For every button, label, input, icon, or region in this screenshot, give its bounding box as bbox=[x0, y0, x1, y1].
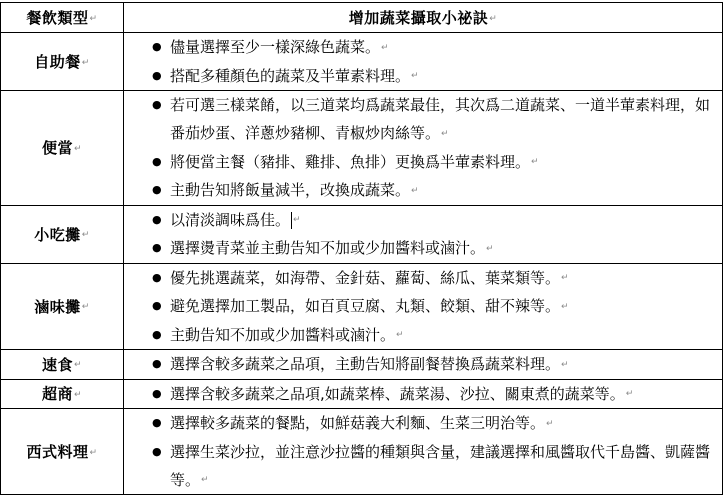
tip-item bbox=[124, 438, 722, 495]
bullet-icon: ● bbox=[152, 154, 162, 168]
paragraph-mark: ↵ bbox=[381, 42, 389, 53]
tip-text: 主動告知不加或少加醬料或滷汁。 bbox=[170, 325, 396, 344]
paragraph-mark: ↵ bbox=[411, 185, 419, 196]
category-cell bbox=[1, 205, 124, 263]
tip-item bbox=[124, 321, 722, 350]
paragraph-mark: ↵ bbox=[561, 273, 569, 283]
tip-text: 主動告知將飯量減半，改換成蔬菜。 bbox=[170, 181, 411, 199]
tips-cell bbox=[124, 205, 723, 263]
bullet-icon: ● bbox=[152, 183, 162, 196]
tips-list bbox=[124, 409, 722, 494]
bullet-icon: ● bbox=[152, 212, 162, 226]
tips-cell bbox=[124, 263, 723, 350]
tip-text: 將便當主餐（豬排、雞排、魚排）更換爲半葷素料理。 bbox=[170, 152, 531, 171]
bullet-icon: ● bbox=[152, 299, 162, 312]
tips-list bbox=[124, 91, 722, 205]
tip-item bbox=[124, 148, 722, 177]
tips-cell bbox=[124, 350, 723, 380]
table-row bbox=[1, 350, 723, 380]
category-cell bbox=[1, 91, 124, 206]
paragraph-mark: ↵ bbox=[293, 215, 301, 225]
tips-cell bbox=[124, 379, 723, 409]
bullet-icon: ● bbox=[152, 98, 162, 111]
table-row bbox=[1, 205, 723, 263]
paragraph-mark: ↵ bbox=[441, 128, 449, 139]
category-label: 自助餐 bbox=[34, 53, 81, 71]
paragraph-mark: ↵ bbox=[546, 418, 554, 429]
table-row bbox=[1, 379, 723, 409]
category-label: 西式料理 bbox=[26, 443, 89, 461]
bullet-icon: ● bbox=[152, 416, 162, 429]
category-label: 超商 bbox=[41, 385, 73, 404]
tips-list bbox=[124, 33, 722, 90]
table-row bbox=[1, 263, 723, 350]
tips-cell bbox=[124, 33, 723, 91]
tip-item bbox=[124, 234, 722, 263]
tip-item bbox=[124, 176, 722, 205]
bullet-icon: ● bbox=[152, 357, 162, 370]
header-row bbox=[1, 3, 723, 33]
bullet-icon: ● bbox=[152, 270, 162, 284]
paragraph-mark: ↵ bbox=[411, 71, 419, 81]
tips-list bbox=[124, 380, 722, 409]
header-category-label: 餐飲類型 bbox=[26, 9, 89, 27]
paragraph-mark: ↵ bbox=[73, 389, 83, 400]
tip-item bbox=[124, 91, 722, 148]
tips-list bbox=[124, 350, 722, 379]
bullet-icon: ● bbox=[152, 40, 162, 53]
category-cell bbox=[1, 409, 124, 495]
tip-text: 選擇含較多蔬菜之品項,如蔬菜棒、蔬菜湯、沙拉、關東煮的蔬菜等。 bbox=[170, 384, 625, 403]
tip-text: 選擇較多蔬菜的餐點，如鮮菇義大利麵、生菜三明治等。 bbox=[170, 414, 546, 432]
table-body bbox=[1, 33, 723, 495]
tip-text: 選擇含較多蔬菜之品項，主動告知將副餐替換爲蔬菜料理。 bbox=[170, 355, 561, 373]
category-label: 小吃攤 bbox=[34, 225, 81, 244]
paragraph-mark: ↵ bbox=[73, 360, 83, 371]
paragraph-mark: ↵ bbox=[396, 330, 404, 340]
header-tips-label: 增加蔬菜攝取小祕訣 bbox=[348, 9, 489, 27]
category-label: 便當 bbox=[41, 139, 73, 158]
paragraph-mark: ↵ bbox=[531, 157, 539, 167]
text-cursor bbox=[291, 212, 292, 229]
tip-text: 儘量選擇至少一樣深綠色蔬菜。 bbox=[170, 38, 381, 56]
header-category-cell bbox=[1, 3, 124, 33]
paragraph-mark: ↵ bbox=[561, 301, 569, 312]
tip-text: 避免選擇加工製品，如百頁豆腐、丸類、餃類、甜不辣等。 bbox=[170, 297, 561, 315]
paragraph-mark: ↵ bbox=[489, 13, 498, 24]
tips-cell bbox=[124, 91, 723, 206]
tip-text: 搭配多種顏色的蔬菜及半葷素料理。 bbox=[170, 66, 411, 85]
bullet-icon: ● bbox=[152, 327, 162, 341]
paragraph-mark: ↵ bbox=[625, 389, 634, 399]
category-cell bbox=[1, 379, 124, 409]
tip-item bbox=[124, 292, 722, 321]
paragraph-mark: ↵ bbox=[81, 302, 90, 313]
tip-item bbox=[124, 33, 722, 62]
paragraph-mark: ↵ bbox=[73, 143, 83, 154]
table-row bbox=[1, 409, 723, 495]
paragraph-mark: ↵ bbox=[561, 359, 569, 370]
tips-list bbox=[124, 206, 722, 263]
tips-cell bbox=[124, 409, 723, 495]
bullet-icon: ● bbox=[152, 68, 162, 82]
tip-text: 選擇生菜沙拉，並注意沙拉醬的種類與含量，建議選擇和風醬取代千島醬、凱薩醬等。 bbox=[170, 442, 711, 489]
tip-text: 以清淡調味爲佳。 bbox=[170, 210, 291, 229]
tip-item bbox=[124, 409, 722, 438]
tips-list bbox=[124, 264, 722, 350]
paragraph-mark: ↵ bbox=[201, 475, 209, 485]
paragraph-mark: ↵ bbox=[81, 230, 90, 240]
bullet-icon: ● bbox=[152, 241, 162, 254]
table-row bbox=[1, 33, 723, 91]
vegetable-tips-table bbox=[0, 2, 723, 495]
tip-text: 選擇燙青菜並主動告知不加或少加醬料或滷汁。 bbox=[170, 239, 486, 257]
category-cell bbox=[1, 33, 124, 91]
tip-item bbox=[124, 380, 722, 409]
category-label: 滷味攤 bbox=[34, 297, 81, 316]
bullet-icon: ● bbox=[152, 444, 162, 458]
paragraph-mark: ↵ bbox=[89, 447, 98, 458]
paragraph-mark: ↵ bbox=[89, 13, 98, 24]
category-label: 速食 bbox=[41, 355, 73, 374]
category-cell bbox=[1, 263, 124, 350]
paragraph-mark: ↵ bbox=[486, 243, 494, 254]
tip-item bbox=[124, 350, 722, 379]
paragraph-mark: ↵ bbox=[81, 57, 90, 68]
tip-item bbox=[124, 264, 722, 293]
tip-item bbox=[124, 62, 722, 91]
bullet-icon: ● bbox=[152, 386, 162, 400]
tip-text: 若可選三樣菜餚，以三道菜均爲蔬菜最佳，其次爲二道蔬菜、一道半葷素料理，如番茄炒蛋、洋蔥炒豬柳、青椒炒肉絲等。 bbox=[170, 96, 711, 142]
tip-text: 優先挑選蔬菜，如海帶、金針菇、蘿蔔、絲瓜、葉菜類等。 bbox=[170, 268, 561, 287]
header-tips-cell bbox=[124, 3, 723, 33]
table-row bbox=[1, 91, 723, 206]
category-cell bbox=[1, 350, 124, 380]
tip-item bbox=[124, 206, 722, 235]
